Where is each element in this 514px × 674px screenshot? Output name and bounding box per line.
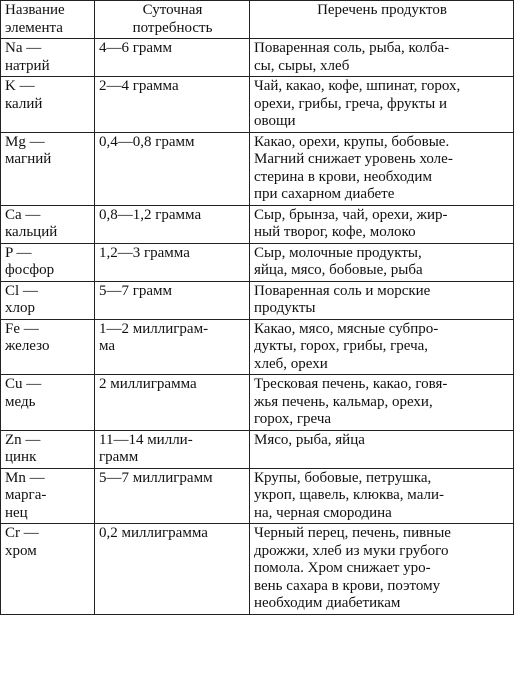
products-cell: Поваренная соль и морские продукты — [250, 281, 514, 319]
header-daily-need: Суточная потребность — [95, 1, 250, 39]
daily-need-cell: 1—2 миллиграм- ма — [95, 319, 250, 375]
table-row — [1, 319, 514, 375]
element-cell: Ca — кальций — [1, 205, 95, 243]
daily-need-cell: 2 миллиграмма — [95, 375, 250, 431]
header-element: Название элемента — [1, 1, 95, 39]
products-cell: Чай, какао, кофе, шпинат, горох, орехи, грибы, греча, фрукты и овощи — [250, 77, 514, 133]
table-row — [1, 243, 514, 281]
element-cell: Mg — магний — [1, 132, 95, 205]
daily-need-cell: 5—7 грамм — [95, 281, 250, 319]
table-row — [1, 468, 514, 524]
products-cell: Поваренная соль, рыба, колба- сы, сыры, хлеб — [250, 39, 514, 77]
daily-need-cell: 0,4—0,8 грамм — [95, 132, 250, 205]
element-cell: Cu — медь — [1, 375, 95, 431]
products-cell: Черный перец, печень, пивные дрожжи, хлеб из муки грубого помола. Хром снижает уро- вень сахара в крови, поэтому необходим диабетикам — [250, 524, 514, 615]
header-products: Перечень продуктов — [250, 1, 514, 39]
daily-need-cell: 2—4 грамма — [95, 77, 250, 133]
daily-need-cell: 5—7 миллиграмм — [95, 468, 250, 524]
table-row — [1, 524, 514, 615]
element-cell: K — калий — [1, 77, 95, 133]
table-row — [1, 205, 514, 243]
products-cell: Сыр, молочные продукты, яйца, мясо, бобовые, рыба — [250, 243, 514, 281]
products-cell: Какао, орехи, крупы, бобовые. Магний снижает уровень холе- стерина в крови, необходим при сахарном диабете — [250, 132, 514, 205]
daily-need-cell: 1,2—3 грамма — [95, 243, 250, 281]
table-row — [1, 281, 514, 319]
products-cell: Какао, мясо, мясные субпро- дукты, горох, грибы, греча, хлеб, орехи — [250, 319, 514, 375]
header-row — [1, 1, 514, 39]
products-cell: Тресковая печень, какао, говя- жья печень, кальмар, орехи, горох, греча — [250, 375, 514, 431]
table-row — [1, 132, 514, 205]
element-cell: Fe — железо — [1, 319, 95, 375]
element-cell: P — фосфор — [1, 243, 95, 281]
daily-need-cell: 0,8—1,2 грамма — [95, 205, 250, 243]
daily-need-cell: 4—6 грамм — [95, 39, 250, 77]
table-row — [1, 77, 514, 133]
element-cell: Na — натрий — [1, 39, 95, 77]
products-cell: Мясо, рыба, яйца — [250, 430, 514, 468]
element-cell: Zn — цинк — [1, 430, 95, 468]
daily-need-cell: 11—14 милли- грамм — [95, 430, 250, 468]
products-cell: Сыр, брынза, чай, орехи, жир- ный творог, кофе, молоко — [250, 205, 514, 243]
element-cell: Cr — хром — [1, 524, 95, 615]
table-row — [1, 39, 514, 77]
element-cell: Mn — марга- нец — [1, 468, 95, 524]
products-cell: Крупы, бобовые, петрушка, укроп, щавель, клюква, мали- на, черная смородина — [250, 468, 514, 524]
table-row — [1, 430, 514, 468]
daily-need-cell: 0,2 миллиграмма — [95, 524, 250, 615]
table-row — [1, 375, 514, 431]
element-cell: Cl — хлор — [1, 281, 95, 319]
